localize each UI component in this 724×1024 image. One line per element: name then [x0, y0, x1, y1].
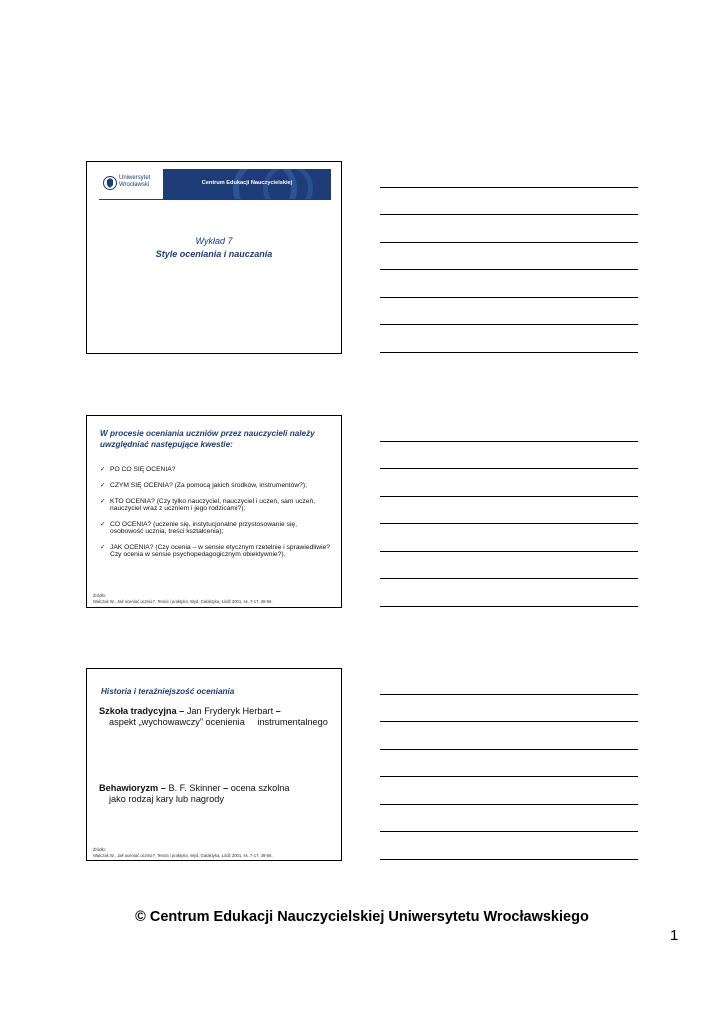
slide-title: Historia i teraźniejszość oceniania: [101, 687, 235, 696]
university-logo: [103, 173, 153, 195]
slide-1-thumbnail: [86, 161, 342, 354]
note-line: [380, 831, 638, 832]
note-line: [380, 551, 638, 552]
note-line: [380, 606, 638, 607]
copyright-footer: © Centrum Edukacji Nauczycielskiej Uniwersytetu Wrocławskiego: [135, 909, 589, 925]
criteria-list: [100, 466, 332, 567]
note-line: [380, 214, 638, 215]
note-line: [380, 297, 638, 298]
note-line: [380, 859, 638, 860]
checkmark-icon: ✓: [100, 482, 106, 489]
slide-3-thumbnail: [86, 668, 342, 861]
logo-line-1: Uniwersytet: [119, 175, 151, 181]
source-label: Źródło:: [93, 593, 107, 598]
logo-line-2: Wrocławski: [119, 182, 150, 188]
list-item: ✓ PO CO SIĘ OCENIA?: [100, 466, 176, 473]
note-line: [380, 441, 638, 442]
note-line: [380, 804, 638, 805]
list-item: ✓ CZYM SIĘ OCENIA? (Za pomocą jakich środków, instrumentów?);: [100, 482, 307, 489]
lecture-number: Wykład 7: [195, 236, 233, 246]
source-label: Źródło:: [93, 847, 107, 852]
header-title: Centrum Edukacji Nauczycielskiej: [201, 180, 293, 186]
note-line: [380, 694, 638, 695]
note-line: [380, 242, 638, 243]
checkmark-icon: ✓: [100, 498, 106, 505]
page-number: 1: [670, 927, 679, 944]
note-line: [380, 776, 638, 777]
list-item: ✓ JAK OCENIA? (Czy ocenia – w sensie etycznym rzetelnie i sprawiedliwie? Czy ocenia w sensie psychopedagogicznym obiektywnie?).: [100, 544, 331, 558]
note-line: [380, 269, 638, 270]
list-item: ✓ CO OCENIA? (uczenie się, instytucjonalne przystosowanie się, osobowość ucznia, treści kształcenia);: [100, 521, 297, 535]
checkmark-icon: ✓: [100, 466, 106, 473]
checkmark-icon: ✓: [100, 544, 106, 551]
note-line: [380, 749, 638, 750]
note-line: [380, 578, 638, 579]
note-line: [380, 324, 638, 325]
list-item: ✓ KTO OCENIA? (Czy tylko nauczyciel, nauczyciel i uczeń, sam uczeń, nauczyciel wraz z uczniem i jego rodzicami?);: [100, 498, 316, 512]
slide-header: [99, 169, 331, 200]
header-band: [163, 169, 331, 199]
paragraph-behaviorism: Behawioryzm – B. F. Skinner – ocena szkolna jako rodzaj kary lub nagrody: [99, 783, 290, 804]
checkmark-icon: ✓: [100, 521, 106, 528]
note-line: [380, 496, 638, 497]
lecture-title: Style oceniania i nauczania: [155, 249, 273, 259]
slide-2-thumbnail: [86, 415, 342, 608]
note-line: [380, 468, 638, 469]
source-citation: Walczak W., Jak oceniać ucznia?, Teoria i praktyka, Wyd. Galaktyka, Łódź 2001, ss. 7-17, 38-56.: [93, 599, 273, 604]
note-line: [380, 187, 638, 188]
slide-title: W procesie oceniania uczniów przez nauczycieli należy uwzględniać następujące kwestie:: [100, 429, 315, 449]
university-emblem-icon: [103, 174, 117, 192]
note-line: [380, 721, 638, 722]
note-line: [380, 523, 638, 524]
source-citation: Walczak W., Jak oceniać ucznia?, Teoria i praktyka, Wyd. Galaktyka, Łódź 2001, ss. 7-17, 38-56.: [93, 853, 273, 858]
note-line: [380, 352, 638, 353]
paragraph-traditional-school: Szkoła tradycyjna – Jan Fryderyk Herbart – aspekt „wychowawczy” ocenienia instrumentalnego: [99, 706, 328, 727]
